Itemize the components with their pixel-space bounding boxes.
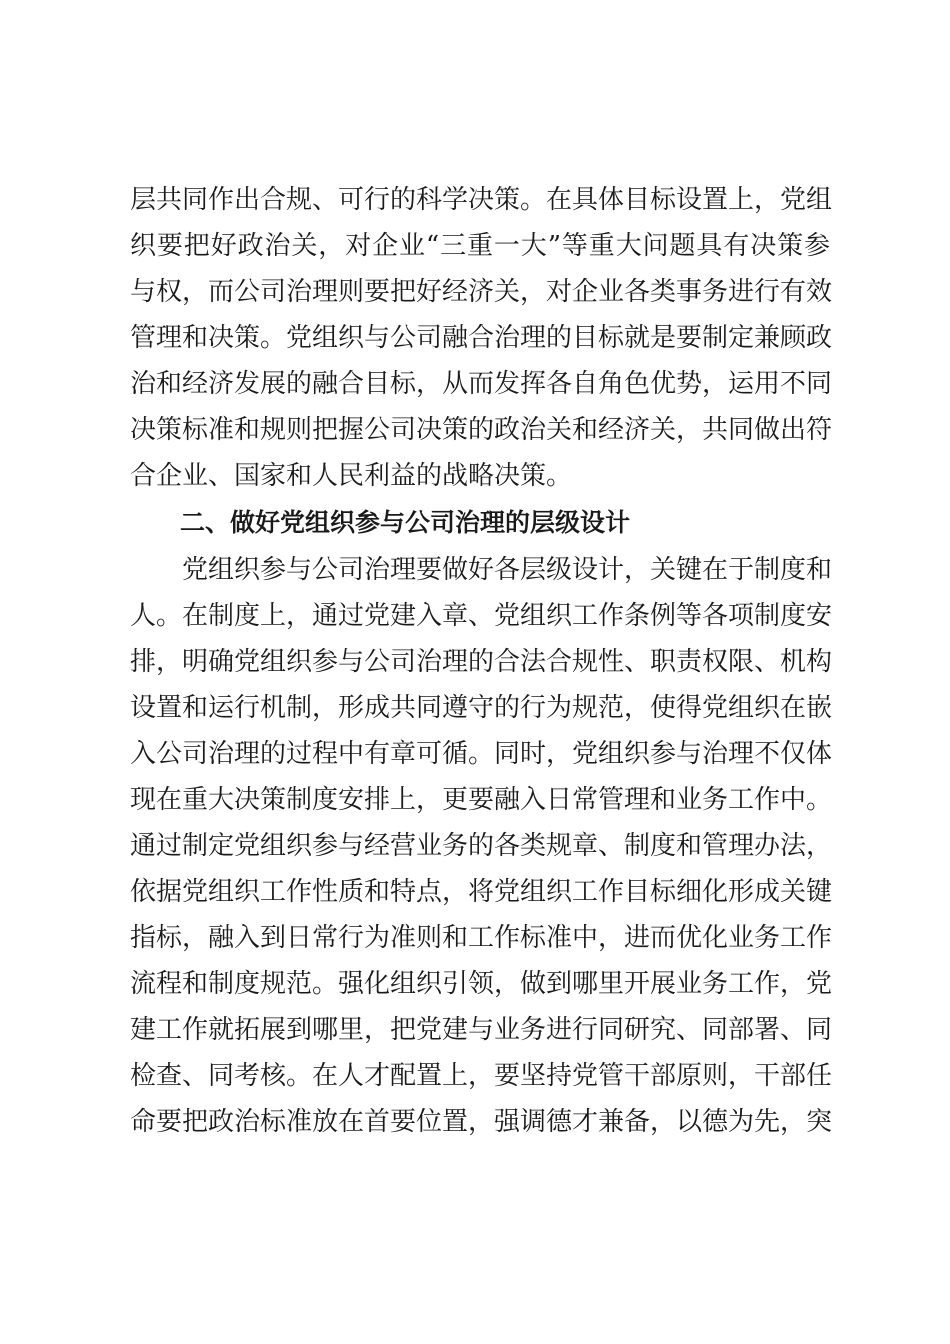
paragraph1-line: 与权，而公司治理则要把好经济关，对企业各类事务进行有效	[130, 277, 833, 307]
paragraph2-line: 党组织参与公司治理要做好各层级设计，关键在于制度和	[182, 555, 833, 585]
paragraph2-line: 通过制定党组织参与经营业务的各类规章、制度和管理办法，	[130, 831, 833, 861]
paragraph1-line: 治和经济发展的融合目标，从而发挥各自角色优势，运用不同	[130, 369, 833, 399]
section-heading: 二、做好党组织参与公司治理的层级设计	[180, 508, 631, 537]
paragraph2-line: 人。在制度上，通过党建入章、党组织工作条例等各项制度安	[130, 601, 833, 631]
paragraph1-line: 合企业、国家和人民利益的战略决策。	[130, 461, 573, 491]
paragraph2-line: 检查、同考核。在人才配置上，要坚持党管干部原则，干部任	[130, 1061, 833, 1091]
paragraph2-line: 命要把政治标准放在首要位置，强调德才兼备，以德为先，突	[130, 1107, 833, 1137]
paragraph1-line: 层共同作出合规、可行的科学决策。在具体目标设置上，党组	[130, 185, 833, 215]
paragraph2-line: 建工作就拓展到哪里，把党建与业务进行同研究、同部署、同	[130, 1015, 833, 1045]
paragraph2-line: 流程和制度规范。强化组织引领，做到哪里开展业务工作，党	[130, 969, 833, 999]
paragraph2-line: 设置和运行机制，形成共同遵守的行为规范，使得党组织在嵌	[130, 693, 833, 723]
paragraph1-line: 管理和决策。党组织与公司融合治理的目标就是要制定兼顾政	[130, 323, 833, 353]
paragraph2-line: 依据党组织工作性质和特点，将党组织工作目标细化形成关键	[130, 877, 833, 907]
paragraph2-line: 排，明确党组织参与公司治理的合法合规性、职责权限、机构	[130, 647, 833, 677]
paragraph1-line: 决策标准和规则把握公司决策的政治关和经济关，共同做出符	[130, 415, 833, 445]
paragraph2-line: 指标，融入到日常行为准则和工作标准中，进而优化业务工作	[130, 923, 833, 953]
paragraph2-line: 入公司治理的过程中有章可循。同时，党组织参与治理不仅体	[130, 739, 833, 769]
paragraph2-line: 现在重大决策制度安排上，更要融入日常管理和业务工作中。	[130, 785, 833, 815]
paragraph1-line: 织要把好政治关，对企业“三重一大”等重大问题具有决策参	[130, 231, 830, 261]
